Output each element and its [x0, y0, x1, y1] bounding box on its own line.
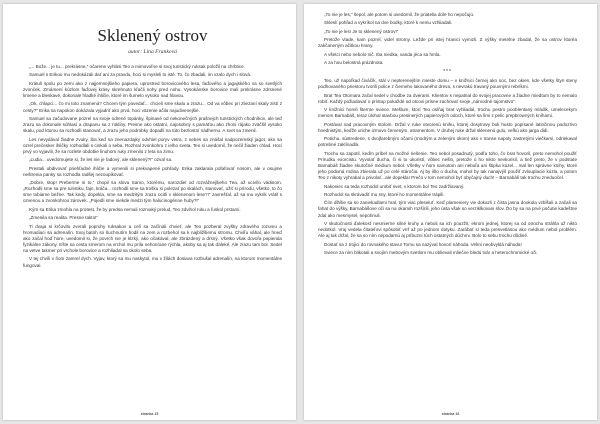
paragraph: Skleslí pohľad a vykríkol na dve bodky, ktoré k nemu vzhliadali. — [324, 20, 453, 26]
paragraph: Trochu sa zapotil, keďm príbel na možné riešenie. Teo nebol posadnutý, podľa toho, čo brat hovoril, preto nemohol použiť Prírudku exorcistu. Vyvolať ducha, či si to ukoristí, vôbec nešlo, pretože ú ho nikto nevkorisil, a tiež preto, že v podstate Barnabáš žiadne skutočné médium nebol. Všetky v ňom samotom ani neboľa ani štipka kúzel... mal len správne knihy, ktoré jeho podivná rodina zbierala už po celé stáročia. Aj by išlo o ducha, mohol by tak nanajvýš použiť zvlouplacie kúzla, a potom Teo z nikoty vyhrabal a privolať...ale dopekla! Prečo v tom nemohol byť obyčajný duch! – Barnabáš tak trochu zneduočel. — [318, 150, 577, 181]
paragraph: Les nevydával žiadne zvuky, iba keď sa znenazdajky odvhiel poryv vetra, z nebes sa znášal nadpozemský jagot, ako sa ozrel prečesker ihličky rozhodlali s cinkali o seba. Rozhral zvonkohru z ielho sveta. Teo si uvedomil, že nečil žiaden chlad. Hoci prvý vo vyjavili, že sa rozlete obdobie linuhom ruky zmenilo z leta na zimu. — [23, 136, 282, 154]
paragraph: A všetci nebo nebolo nič. Iba niedka, vanda jéca sa hmla. — [324, 51, 441, 57]
paragraph: Rozhodol sa skrávadiť mu sny, ktoré ho momentálne trápili. — [324, 191, 445, 197]
paragraph: Postával nad pracovným stolom. Držal v ruke otvorenú knihu, ktorej dnsytravy boli husto popísané latinčinou podozrivo hnednistým, keďže uriche izmovo červeným, atramentom. V druhej ruke držal sklenenú gulu, veľkú ako jarga didi. — [318, 121, 577, 133]
paragraph: „To nie je les,“ šepol, ale potom si uvedomil, že priatelia dole ho nepočujú. — [324, 12, 475, 17]
paragraph: Nakoniec sa teda rozhodol urobiť svet, v ktorom bol Teo zadržiavaný. — [324, 183, 465, 189]
paragraph: Krátuli spolu po zemi ako z najjemnejšieho papiera, uprostred borovicového lesa, faďového a jagajského va so svetlých zvonček. Zmámení kúzlom faďovej krásy skrehnuto kľačli nohy pred nohu. Vysokánske borovice mali prekrásne zdrsnené kmene a bleskavé, dokonale hladké ihličie, ktoré im šumelo vysoko nad hlavou. — [23, 80, 282, 98]
paragraph: „Ok, chlapci... čo mi toto znamená? Chcem tým povedať... chcieli sme skalu a zrazu... Od va vôbec pri zliezaní skaly zistí z cesty?“ Erika sa napokon dokázala vyjadriť ako prvá, hoci väzenie ačila najudivenejšie. — [23, 101, 282, 113]
paragraph: Pretože vlade, kam pozrel, videl stromy. Ležde pri istej hranici vymizli. Z výšky metelne zbadal, že sa ostrov ktoréa zakčaneným ačitkou hrany. — [318, 37, 577, 49]
paragraph: „... Bože... je tu... prekrásne,“ očarene vyhlási Teo a mimovoľne si svoj turistický ruksak položil na chrbtice. — [29, 64, 245, 69]
paragraph: „Ľudia... uvedomujete si, že les nie je ľadový, ale sklenený?!“ ozval sa. — [29, 157, 173, 163]
paragraph: V tej chvíli v ňom zamrel dych. Vyjav, ktorý sa mu naskytol, mu v žilách dosiava rozbušal adrenalín, na ktorom momentálne fungoval. — [23, 256, 282, 268]
page-number: strànka 15 — [140, 412, 159, 416]
paragraph: Teo, už napoľkad čiváčík, stál v nepterenejším mieste domu – v knižnici černej ako noc, bez okien, kde všetky štyri steny podhovaného priestoru tvorili police z čiemeho lakovaného dreva, s nevrakú travaný pouvnými rebríkmi. — [318, 78, 577, 90]
left-page — [3, 4, 296, 420]
paragraph: „Zmenila sa realita. Presne takto!“ — [29, 215, 98, 221]
paragraph: Čím dlhšie sa so zaniekadlami hral, tým viac pleseiuť. Keď plameniery vie dokazli z čísta jasna dookola vzbĺšali a začali sa fahat do výšky, Barnabášove oči sa na okamih rozšírili, jeho ústa však so verziklkovani slov. Ďo by sa na prvé počutie kadeštne zdal ako mesmysel, nepohnuli. — [318, 200, 577, 218]
paragraph: Samuel s Erikou mu nedokázali dať ani za pravdu, hoci si mysleli to isté. To, čo zbadali, im vzalo dych i slová. — [29, 72, 252, 78]
paragraph: Potichu, sústredene, s dvojfarebným očami (modrým a zeleným okom) ako v transe napoly zastretými viečkami, odriekaval potrebné zaklínadlá. — [318, 136, 577, 148]
paragraph: Brat Tea Otomara začal sedel v chodbe za dverami. Klientov s nepatrial do svojej pracovne a žiadne miedtum by to nemalo robiť. Každý požiadavať o prístup pokaždé od otcovi prísne zachovať svoje „nárvodné tajomstvo“. — [318, 92, 577, 104]
story-title: Sklenený ostrov — [97, 26, 208, 45]
paragraph: Samuel sa začudovane pozrel na svoje odrené topánky, špinavé od nekonečných prašnejch turistických chodníkov, ale teď zrazu sa dokonale súhlasí a drapanu sa z rokliny. Presne ako ostatní, najosobný s pamäťou ako zhoni rájako zväčšil vysoko skalu, pod ktorou sa rozhodli stanovať, a zrazu jeho podrobky dopadli na túto bezlostní nádhernu. A svet sa zmenil. — [23, 115, 282, 134]
page-number: stránka 16 — [441, 412, 460, 416]
paragraph: Dostať sa z trojici do rovnakého stavu! Tomu sa nazýval hovorí náhoda. Velmi neobvyklá náhoda! — [324, 241, 522, 247]
paragraph: Prestali ubdivovať priehľadné ihličie a vymenili si prekvapené pohľady. Erika zaklarala pofafovať nosom, ale v osujme neštrenia panky sa rozhodla radšej nezoupikovať. — [23, 165, 282, 177]
paragraph: „To nie je les! Je to sklenený ostrov!“ — [324, 28, 399, 34]
right-page-content — [318, 12, 577, 408]
left-page-content — [23, 14, 282, 408]
section-separator: *** — [443, 69, 452, 76]
paragraph: Ti dvaja si krčovito zverali popruhy ruksakov a celí sa začínali chvieť, ale Teo pozberal zvyšky zdravého rozumu a hromadiaci sa adrenalín. Svoj batoh so šuchnutím hodil na zem a rozbehol sa k najbližšiemu stromu. Chvíľu váhal, ale hneď ako začal hoď hore, uvedomil si, že povrch nie je klzký, ako očakával, ale zbrázdený a drsný. Všetko však dovoľa popierala fyzikálne zákony. Ešte sa cesta smerom na vrchol mu príla nehonrane rýchla, akoby sa aj tak ďaleké. Ale zrazu tam bol. Sedel na vetve takmer pri vrchole borovice a rozhliadal sa okolo seba. — [23, 223, 282, 254]
paragraph: Kým sa Erika zmohla na protest, že by predsa nemali rozrvaký prelud, Teo zdvihol ruku a ľuskol prstami. — [29, 206, 241, 212]
paragraph: V skutočnosti ďalekosť nesmierne silné kruhy a neboli sa ich pouzžit, ekrom jednej, ktorej sa od otrochu stráhla už nikto nedotkol. Vraj vedela čitateľovi spôsobiť vrrf až po jednom dotyku. Zarábať si teda presvetlásou ako médium nebol problém. Ale aj tak držal, že sa so ním nepodarnú aj príbuzní túch ostatných dúchmi. Bolo to sebu trochu dôdiné. — [318, 220, 577, 239]
paragraph: V knižnici horeli štemre sviece. Mešlum, ktorí Teo oslňaj brat vyhliadal, trochu pestro pooblentaný mládik, umelecekym menom Barnabáš, teraz úlohal stavbou presinerých papierových odoch, ktoré sa lími z pelic prepbrowných kníhami. — [318, 107, 577, 119]
story-author: autor: Lina Franková — [128, 49, 177, 55]
right-page — [304, 4, 597, 420]
paragraph: Sviece za ním blikotali a svojím mebovým svetlom mu oblievali mliečne bledú tvár a heterochromické oči. — [324, 249, 538, 255]
paragraph: A za hou belostná prázdnota. — [324, 59, 384, 65]
paragraph: „Dobre, stop! Preberme si to,“ chopil sa slova Samo, ktorému, narozdiel od rozvážnejšieho Tea, až ucivílo vádinom. „Rozhodli sme sa pre turistiku, fajn, kráča... rozhodli sme sa trošku si polezať po skalách, stanovať, užiť si prírodu, všetko, to čo sme tobiame bežne. Tak kedy, dopekla, sme sa medzitým zrazu ocitli v sklenenom lese?!“ zavrešťal, až sa mu vykrik vrátil s ozvenou a zvonkohrou zárovek. „Pojedli sme niekde medzi tým halucinogénne huby?!“ — [23, 180, 282, 204]
